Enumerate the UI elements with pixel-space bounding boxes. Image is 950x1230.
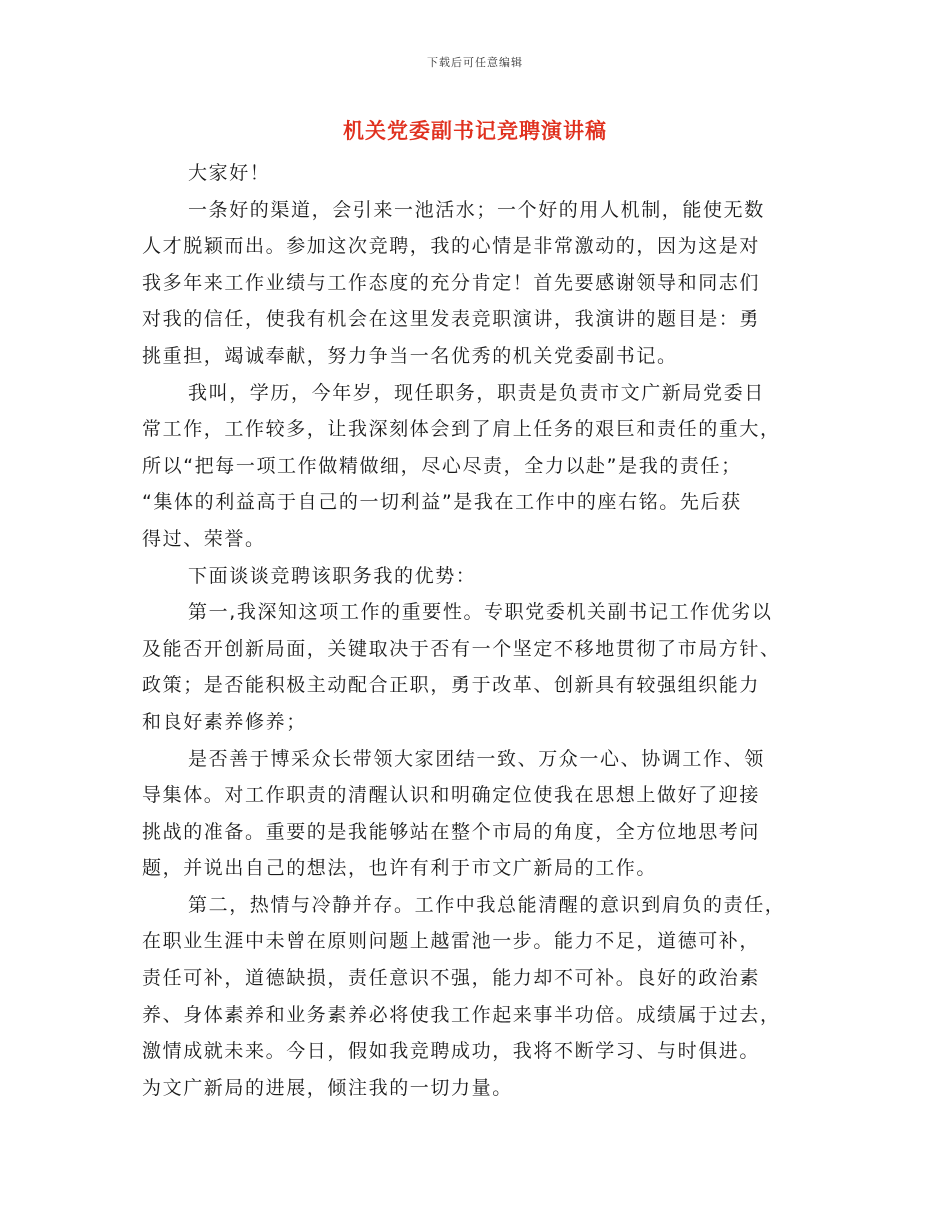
paragraph-advantage-two: 第二，热情与冷静并存。工作中我总能清醒的意识到肩负的责任， 在职业生涯中未曾在原则问题上越雷池一步。能力不足，道德可补， 责任可补，道德缺损，责任意识不强，能力却不可补。良好的政治素 养、身体素养和业务素养必将使我工作起来事半功倍。成绩属于过去， 激情成就未来。今日，假如我竞聘成功，我将不断学习、与时俱进。 为文广新局的进展，倾注我的一切力量。 [142, 893, 786, 1099]
paragraph-greeting: 大家好！ [188, 162, 271, 184]
paragraph-advantage-one-cont: 是否善于博采众长带领大家团结一致、万众一心、协调工作、领 导集体。对工作职责的清醒认识和明确定位使我在思想上做好了迎接 挑战的准备。重要的是我能够站在整个市局的角度，全方位地思考问 题，并说出自己的想法，也许有利于市文广新局的工作。 [142, 747, 765, 880]
document-title: 机关党委副书记竞聘演讲稿 [343, 119, 607, 143]
paragraph-advantages-heading: 下面谈谈竞聘该职务我的优势： [188, 564, 477, 587]
paragraph-self-introduction: 我叫，学历，今年岁，现任职务，职责是负责市文广新局党委日 常工作，工作较多，让我深刻体会到了肩上任务的艰巨和责任的重大， 所以“把每一项工作做精做细，尽心尽责，全力以赴”是我的责任； “集体的利益高于自己的一切利益”是我在工作中的座右铭。先后获 得过、荣誉。 [142, 381, 781, 550]
document-body [142, 155, 808, 1106]
download-note: 下载后可任意编辑 [427, 56, 523, 69]
paragraph-intro: 一条好的渠道，会引来一池活水；一个好的用人机制，能使无数 人才脱颖而出。参加这次竞聘，我的心情是非常激动的，因为这是对 我多年来工作业绩与工作态度的充分肯定！首先要感谢领导和同志们 对我的信任，使我有机会在这里发表竞职演讲，我演讲的题目是：勇 挑重担，竭诚奉献，努力争当一名优秀的机关党委副书记。 [142, 198, 765, 367]
paragraph-advantage-one: 第一,我深知这项工作的重要性。专职党委机关副书记工作优劣以 及能否开创新局面，关键取决于否有一个坚定不移地贯彻了市局方针、 政策；是否能积极主动配合正职，勇于改革、创新具有较强组织能力 和良好素养修养； [142, 601, 781, 733]
